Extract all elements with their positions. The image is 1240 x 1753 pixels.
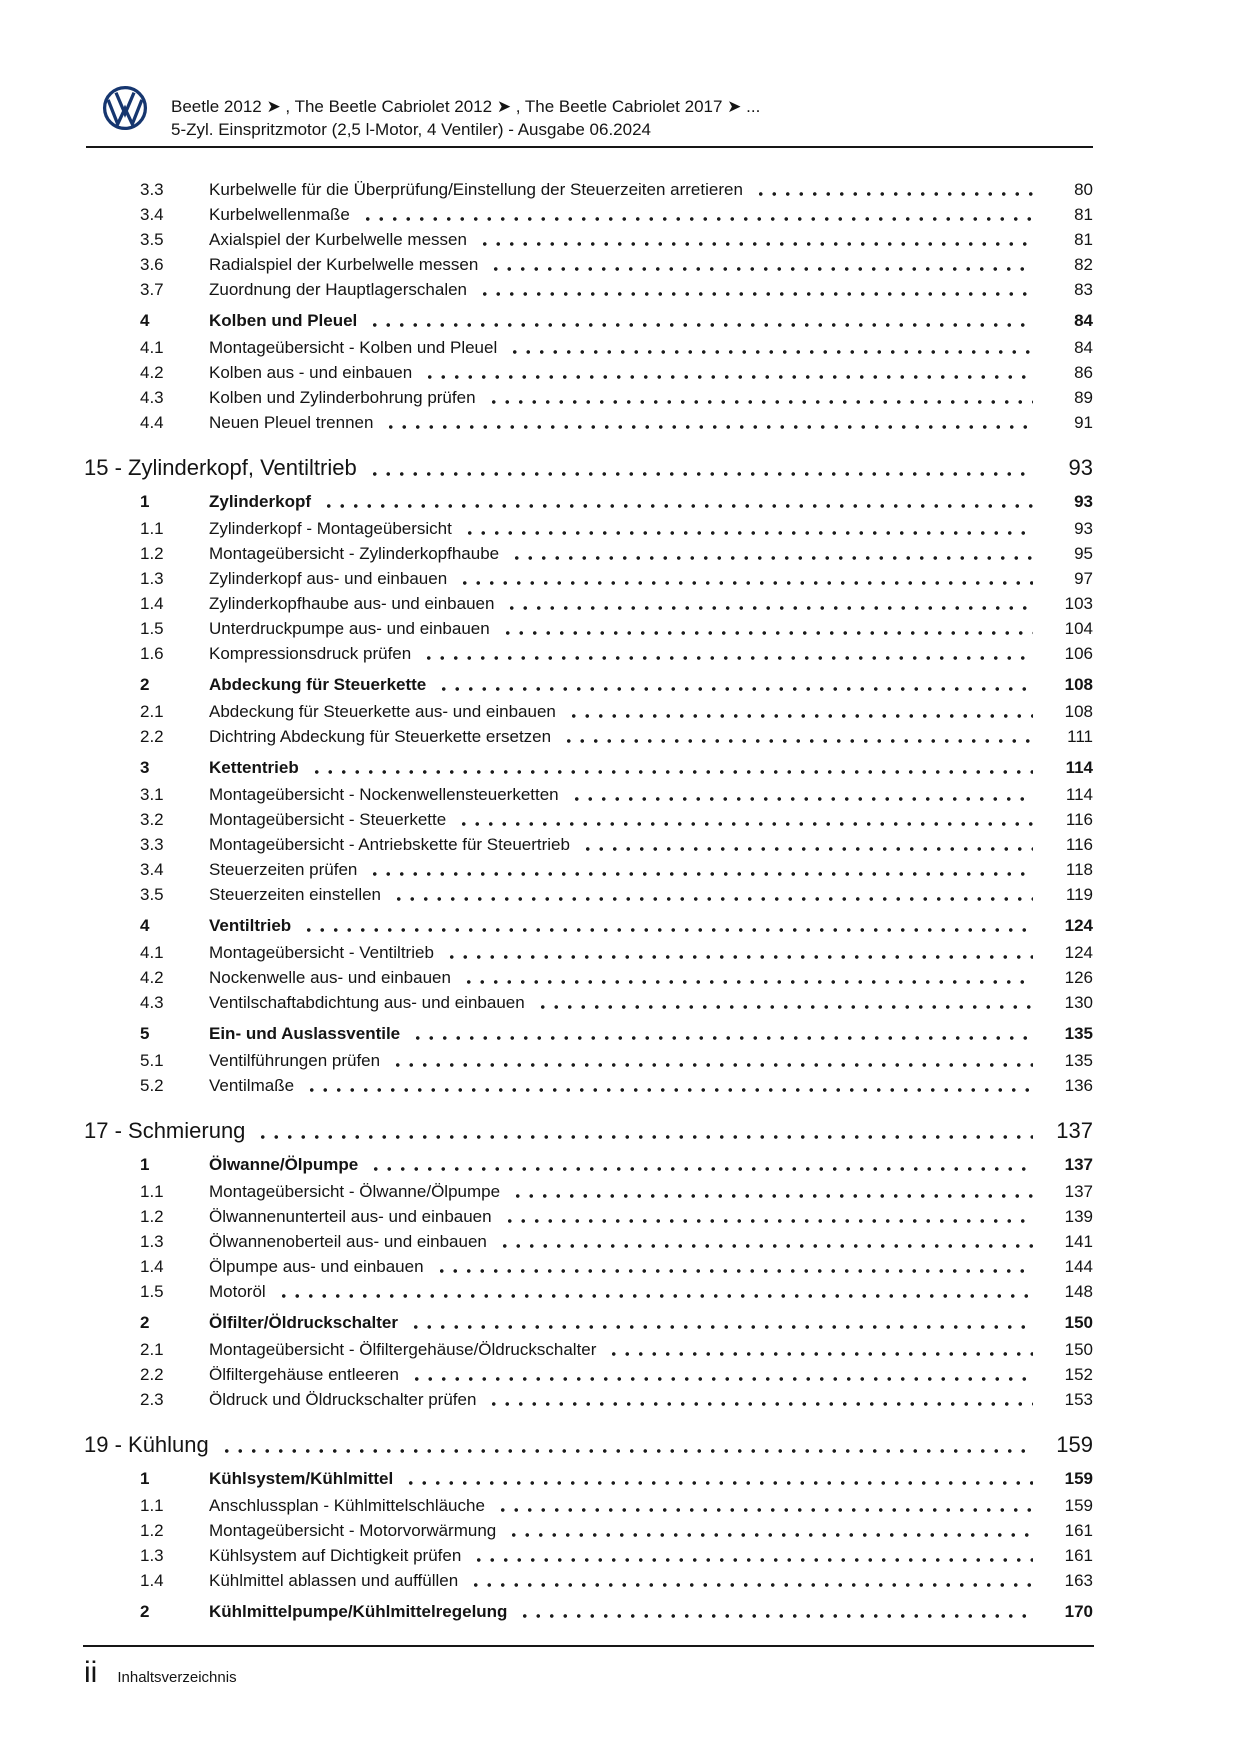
toc-entry-number: 1.2: [140, 1207, 164, 1226]
toc-entry-title: Ölwannenoberteil aus- und einbauen: [209, 1232, 487, 1251]
toc-page-number: 89: [1074, 388, 1093, 407]
toc-entry-number: 1.3: [140, 569, 164, 588]
toc-entry-number: 3.5: [140, 885, 164, 904]
toc-page-number: 106: [1064, 644, 1093, 663]
toc-row: [84, 489, 1093, 514]
toc-row: [84, 1493, 1093, 1518]
toc-page-number: 135: [1064, 1024, 1093, 1043]
toc-entry-title: Ventilschaftabdichtung aus- und einbauen: [209, 993, 525, 1012]
vw-logo-icon: [102, 85, 148, 131]
toc-entry-number: 3.3: [140, 180, 164, 199]
dot-leader: [303, 1073, 1033, 1098]
toc-entry-title: Ventilmaße: [209, 1076, 295, 1095]
dot-leader: [456, 566, 1033, 591]
toc-page-number: 159: [1064, 1496, 1093, 1515]
toc-entry-number: 1.4: [140, 1257, 164, 1276]
toc-row: [84, 1229, 1093, 1254]
toc-entry-title: Kühlmittelpumpe/Kühlmittelregelung: [209, 1602, 508, 1621]
toc-entry-title: Kolben aus - und einbauen: [209, 363, 413, 382]
toc-entry-title: Ein- und Auslassventile: [209, 1024, 401, 1043]
dot-leader: [382, 410, 1033, 435]
toc-entry-number: 1.1: [140, 1496, 164, 1515]
toc-entry-title: Montageübersicht - Nockenwellensteuerketten: [209, 785, 559, 804]
toc-row: [84, 1362, 1093, 1387]
toc-row: [84, 1204, 1093, 1229]
dot-leader: [367, 1152, 1033, 1177]
vw-logo: [102, 85, 148, 131]
toc-entry-number: 5.1: [140, 1051, 164, 1070]
toc-row: [84, 566, 1093, 591]
toc-page-number: 141: [1064, 1232, 1093, 1251]
dot-leader: [408, 1362, 1033, 1387]
toc-page-number: 136: [1064, 1076, 1093, 1095]
toc-entry-title: Ventilführungen prüfen: [209, 1051, 381, 1070]
toc-page-number: 150: [1064, 1313, 1093, 1332]
toc-row: [84, 277, 1093, 302]
toc-row: [84, 453, 1093, 483]
toc-row: [84, 385, 1093, 410]
toc-entry-number: 4: [140, 916, 150, 935]
dot-leader: [516, 1599, 1033, 1624]
toc-row: [84, 1254, 1093, 1279]
toc-row: [84, 755, 1093, 780]
toc-entry-number: 1: [140, 1155, 150, 1174]
toc-entry-title: Montageübersicht - Zylinderkopfhaube: [209, 544, 500, 563]
dot-leader: [505, 1518, 1033, 1543]
toc-entry-number: 1.5: [140, 1282, 164, 1301]
toc-entry-title: 17 - Schmierung: [84, 1118, 246, 1143]
toc-row: [84, 360, 1093, 385]
toc-row: [84, 177, 1093, 202]
toc-entry-title: Kettentrieb: [209, 758, 299, 777]
toc-page-number: 86: [1074, 363, 1093, 382]
toc-row: [84, 857, 1093, 882]
toc-page-number: 126: [1064, 968, 1093, 987]
toc-row: [84, 1599, 1093, 1624]
toc-page-number: 104: [1064, 619, 1093, 638]
toc-row: [84, 1116, 1093, 1146]
footer-rule: [83, 1645, 1094, 1647]
toc-page-number: 118: [1065, 860, 1093, 879]
toc-entry-number: 4.1: [140, 943, 164, 962]
dot-leader: [503, 591, 1033, 616]
toc-entry-title: Zylinderkopf: [209, 492, 312, 511]
toc-row: [84, 641, 1093, 666]
footer-section-label: Inhaltsverzeichnis: [117, 1669, 237, 1686]
dot-leader: [499, 616, 1033, 641]
toc-page-number: 153: [1064, 1390, 1093, 1409]
document-header: [171, 95, 760, 141]
toc-page-number: 97: [1074, 569, 1093, 588]
toc-entry-title: 19 - Kühlung: [84, 1432, 209, 1457]
toc-row: [84, 252, 1093, 277]
toc-page-number: 93: [1068, 455, 1093, 480]
toc-row: [84, 1279, 1093, 1304]
toc-entry-number: 4: [140, 311, 150, 330]
toc-entry-title: Kühlmittel ablassen und auffüllen: [209, 1571, 459, 1590]
toc-page-number: 83: [1074, 280, 1093, 299]
toc-row: [84, 410, 1093, 435]
toc-entry-title: Ölwannenunterteil aus- und einbauen: [209, 1207, 492, 1226]
toc-entry-title: Kompressionsdruck prüfen: [209, 644, 412, 663]
toc-row: [84, 227, 1093, 252]
header-rule: [86, 146, 1093, 148]
toc-row: [84, 1568, 1093, 1593]
toc-page-number: 119: [1065, 885, 1093, 904]
toc-entry-number: 2.1: [140, 1340, 164, 1359]
toc-entry-number: 3.5: [140, 230, 164, 249]
dot-leader: [501, 1204, 1033, 1229]
toc-row: [84, 1430, 1093, 1460]
dot-leader: [443, 940, 1033, 965]
toc-entry-title: Abdeckung für Steuerkette aus- und einbauen: [209, 702, 556, 721]
dot-leader: [506, 335, 1033, 360]
toc-page-number: 161: [1064, 1546, 1093, 1565]
toc-entry-number: 2.3: [140, 1390, 164, 1409]
toc-row: [84, 1073, 1093, 1098]
dot-leader: [565, 699, 1033, 724]
toc-row: [84, 1048, 1093, 1073]
dot-leader: [461, 516, 1033, 541]
toc-entry-title: Montageübersicht - Ölwanne/Ölpumpe: [209, 1182, 501, 1201]
toc-entry-number: 2.1: [140, 702, 164, 721]
footer-page-label: ii: [84, 1656, 98, 1689]
toc: [84, 177, 1093, 1626]
dot-leader: [509, 1179, 1033, 1204]
toc-entry-number: 3.2: [140, 810, 164, 829]
toc-entry-number: 3.4: [140, 205, 164, 224]
dot-leader: [402, 1466, 1033, 1491]
toc-entry-number: 3: [140, 758, 150, 777]
toc-entry-title: Dichtring Abdeckung für Steuerkette ersetzen: [209, 727, 552, 746]
dot-leader: [218, 1430, 1033, 1460]
dot-leader: [455, 807, 1033, 832]
header-model-line: Beetle 2012 ➤ , The Beetle Cabriolet 2012 ➤ , The Beetle Cabriolet 2017 ➤ ...: [171, 97, 761, 116]
toc-entry-number: 1: [140, 492, 150, 511]
toc-page-number: 91: [1074, 413, 1093, 432]
toc-row: [84, 616, 1093, 641]
toc-entry-number: 3.3: [140, 835, 164, 854]
toc-entry-number: 1.3: [140, 1232, 164, 1251]
toc-entry-title: Axialspiel der Kurbelwelle messen: [209, 230, 467, 249]
toc-entry-title: Ölpumpe aus- und einbauen: [209, 1257, 424, 1276]
toc-page-number: 108: [1064, 675, 1093, 694]
dot-leader: [470, 1543, 1033, 1568]
toc-page-number: 137: [1064, 1182, 1093, 1201]
toc-page-number: 111: [1067, 727, 1093, 746]
toc-row: [84, 1337, 1093, 1362]
dot-leader: [485, 385, 1033, 410]
toc-row: [84, 782, 1093, 807]
dot-leader: [508, 541, 1033, 566]
dot-leader: [560, 724, 1033, 749]
toc-page-number: 84: [1074, 338, 1093, 357]
toc-page-number: 116: [1065, 810, 1093, 829]
dot-leader: [320, 489, 1033, 514]
toc-entry-title: Steuerzeiten prüfen: [209, 860, 358, 879]
toc-row: [84, 913, 1093, 938]
toc-page-number: 150: [1064, 1340, 1093, 1359]
dot-leader: [435, 672, 1033, 697]
toc-entry-title: 15 - Zylinderkopf, Ventiltrieb: [84, 455, 357, 480]
toc-entry-number: 1.1: [140, 519, 164, 538]
toc-page-number: 144: [1064, 1257, 1093, 1276]
toc-entry-number: 3.6: [140, 255, 164, 274]
dot-leader: [605, 1337, 1033, 1362]
toc-page-number: 124: [1064, 943, 1093, 962]
dot-leader: [359, 202, 1033, 227]
toc-page-number: 84: [1074, 311, 1093, 330]
toc-entry-number: 2: [140, 1602, 150, 1621]
toc-entry-title: Ventiltrieb: [209, 916, 292, 935]
dot-leader: [534, 990, 1033, 1015]
dot-leader: [300, 913, 1033, 938]
toc-entry-number: 1.4: [140, 594, 164, 613]
dot-leader: [390, 882, 1033, 907]
toc-row: [84, 1543, 1093, 1568]
dot-leader: [467, 1568, 1033, 1593]
toc-entry-title: Motoröl: [209, 1282, 266, 1301]
dot-leader: [254, 1116, 1033, 1146]
toc-entry-title: Montageübersicht - Ölfiltergehäuse/Öldruckschalter: [209, 1340, 597, 1359]
page-footer: [84, 1656, 237, 1690]
toc-entry-number: 4.1: [140, 338, 164, 357]
toc-entry-title: Kurbelwelle für die Überprüfung/Einstellung der Steuerzeiten arretieren: [209, 180, 743, 199]
toc-entry-number: 1.3: [140, 1546, 164, 1565]
toc-entry-number: 1.1: [140, 1182, 164, 1201]
toc-entry-number: 5: [140, 1024, 150, 1043]
toc-page-number: 137: [1056, 1118, 1093, 1143]
toc-entry-title: Abdeckung für Steuerkette: [209, 675, 427, 694]
toc-entry-number: 3.7: [140, 280, 164, 299]
dot-leader: [487, 252, 1033, 277]
toc-row: [84, 807, 1093, 832]
toc-row: [84, 1021, 1093, 1046]
toc-row: [84, 990, 1093, 1015]
header-engine-line: 5-Zyl. Einspritzmotor (2,5 l-Motor, 4 Ventiler) - Ausgabe 06.2024: [171, 120, 652, 139]
toc-row: [84, 832, 1093, 857]
toc-page-number: 130: [1064, 993, 1093, 1012]
toc-entry-number: 4.4: [140, 413, 164, 432]
toc-page-number: 108: [1064, 702, 1093, 721]
toc-page-number: 114: [1065, 758, 1093, 777]
toc-entry-number: 2.2: [140, 727, 164, 746]
toc-entry-number: 1.5: [140, 619, 164, 638]
dot-leader: [409, 1021, 1033, 1046]
toc-row: [84, 1310, 1093, 1335]
dot-leader: [485, 1387, 1033, 1412]
toc-page-number: 95: [1074, 544, 1093, 563]
dot-leader: [366, 857, 1033, 882]
toc-entry-number: 1.4: [140, 1571, 164, 1590]
toc-page-number: 80: [1074, 180, 1093, 199]
dot-leader: [421, 360, 1033, 385]
toc-page-number: 161: [1064, 1521, 1093, 1540]
toc-row: [84, 591, 1093, 616]
toc-entry-title: Ölwanne/Ölpumpe: [209, 1155, 359, 1174]
toc-entry-number: 5.2: [140, 1076, 164, 1095]
toc-entry-title: Montageübersicht - Ventiltrieb: [209, 943, 434, 962]
toc-row: [84, 699, 1093, 724]
toc-entry-number: 3.1: [140, 785, 164, 804]
toc-entry-title: Kolben und Pleuel: [209, 311, 358, 330]
toc-page-number: 163: [1064, 1571, 1093, 1590]
toc-entry-number: 3.4: [140, 860, 164, 879]
dot-leader: [420, 641, 1033, 666]
toc-row: [84, 940, 1093, 965]
toc-entry-title: Nockenwelle aus- und einbauen: [209, 968, 451, 987]
toc-entry-title: Montageübersicht - Antriebskette für Steuertrieb: [209, 835, 570, 854]
toc-entry-title: Kühlsystem auf Dichtigkeit prüfen: [209, 1546, 462, 1565]
toc-entry-number: 2: [140, 675, 150, 694]
toc-row: [84, 965, 1093, 990]
dot-leader: [275, 1279, 1033, 1304]
toc-row: [84, 335, 1093, 360]
toc-entry-title: Anschlussplan - Kühlmittelschläuche: [209, 1496, 485, 1515]
toc-page-number: 81: [1074, 205, 1093, 224]
toc-entry-number: 4.2: [140, 968, 164, 987]
toc-entry-number: 1.2: [140, 1521, 164, 1540]
toc-row: [84, 1152, 1093, 1177]
dot-leader: [407, 1310, 1033, 1335]
toc-entry-number: 4.3: [140, 993, 164, 1012]
dot-leader: [568, 782, 1033, 807]
toc-page-number: 152: [1064, 1365, 1093, 1384]
toc-entry-title: Zylinderkopf - Montageübersicht: [209, 519, 452, 538]
toc-row: [84, 516, 1093, 541]
toc-entry-title: Montageübersicht - Steuerkette: [209, 810, 447, 829]
toc-page-number: 137: [1064, 1155, 1093, 1174]
toc-entry-title: Kühlsystem/Kühlmittel: [209, 1469, 394, 1488]
toc-page-number: 103: [1064, 594, 1093, 613]
toc-row: [84, 1179, 1093, 1204]
toc-page-number: 93: [1074, 492, 1093, 511]
toc-entry-title: Montageübersicht - Kolben und Pleuel: [209, 338, 498, 357]
dot-leader: [476, 227, 1033, 252]
dot-leader: [308, 755, 1033, 780]
toc-entry-number: 2: [140, 1313, 150, 1332]
toc-entry-title: Kurbelwellenmaße: [209, 205, 350, 224]
dot-leader: [496, 1229, 1033, 1254]
toc-entry-number: 2.2: [140, 1365, 164, 1384]
toc-entry-title: Steuerzeiten einstellen: [209, 885, 382, 904]
toc-page-number: 159: [1056, 1432, 1093, 1457]
toc-page-number: 135: [1064, 1051, 1093, 1070]
toc-row: [84, 882, 1093, 907]
toc-page-number: 159: [1064, 1469, 1093, 1488]
toc-entry-title: Radialspiel der Kurbelwelle messen: [209, 255, 479, 274]
toc-row: [84, 724, 1093, 749]
toc-row: [84, 202, 1093, 227]
toc-page-number: 170: [1064, 1602, 1093, 1621]
toc-entry-title: Kolben und Zylinderbohrung prüfen: [209, 388, 476, 407]
toc-entry-title: Ölfilter/Öldruckschalter: [209, 1313, 398, 1332]
toc-page-number: 139: [1064, 1207, 1093, 1226]
toc-page-number: 82: [1074, 255, 1093, 274]
toc-entry-title: Öldruck und Öldruckschalter prüfen: [209, 1390, 477, 1409]
toc-entry-number: 4.2: [140, 363, 164, 382]
toc-page-number: 124: [1064, 916, 1093, 935]
toc-entry-title: Ölfiltergehäuse entleeren: [209, 1365, 399, 1384]
toc-entry-title: Zylinderkopf aus- und einbauen: [209, 569, 448, 588]
toc-row: [84, 672, 1093, 697]
toc-entry-title: Montageübersicht - Motorvorwärmung: [209, 1521, 497, 1540]
dot-leader: [752, 177, 1033, 202]
toc-page-number: 93: [1074, 519, 1093, 538]
toc-row: [84, 1466, 1093, 1491]
dot-leader: [389, 1048, 1033, 1073]
toc-row: [84, 1387, 1093, 1412]
toc-row: [84, 541, 1093, 566]
toc-page-number: 116: [1065, 835, 1093, 854]
dot-leader: [494, 1493, 1033, 1518]
toc-entry-number: 1: [140, 1469, 150, 1488]
toc-page-number: 114: [1065, 785, 1093, 804]
toc-entry-number: 1.6: [140, 644, 164, 663]
toc-entry-title: Neuen Pleuel trennen: [209, 413, 374, 432]
toc-page-number: 81: [1074, 230, 1093, 249]
toc-entry-title: Zylinderkopfhaube aus- und einbauen: [209, 594, 495, 613]
dot-leader: [579, 832, 1033, 857]
dot-leader: [366, 453, 1033, 483]
toc-entry-number: 1.2: [140, 544, 164, 563]
toc-entry-number: 4.3: [140, 388, 164, 407]
toc-row: [84, 308, 1093, 333]
dot-leader: [476, 277, 1033, 302]
toc-row: [84, 1518, 1093, 1543]
toc-page-number: 148: [1064, 1282, 1093, 1301]
toc-entry-title: Zuordnung der Hauptlagerschalen: [209, 280, 468, 299]
dot-leader: [366, 308, 1033, 333]
toc-entry-title: Unterdruckpumpe aus- und einbauen: [209, 619, 490, 638]
dot-leader: [460, 965, 1033, 990]
dot-leader: [433, 1254, 1033, 1279]
